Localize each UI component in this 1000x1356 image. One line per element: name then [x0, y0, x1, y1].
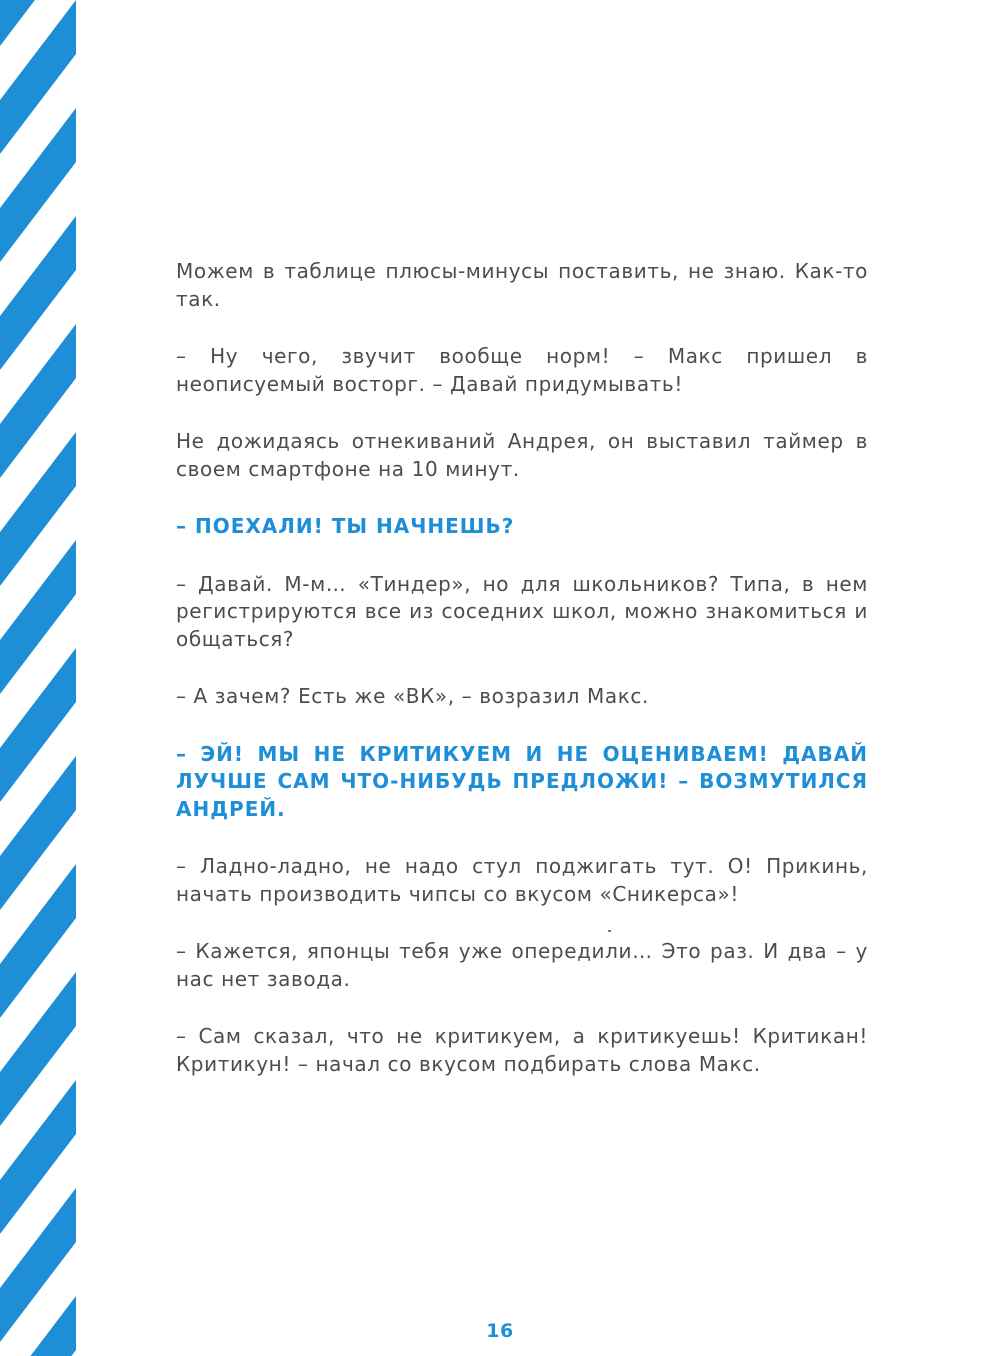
paragraph: – А зачем? Есть же «ВК», – возразил Макс. — [176, 684, 649, 708]
paragraph: – Сам сказал, что не критикуем, а критикуешь! Критикан! Критикун! – начал со вкусом подбирать слова Макс. — [176, 1024, 868, 1076]
page-number: 16 — [486, 1320, 514, 1342]
print-speck — [608, 930, 611, 932]
decorative-stripe-band — [0, 0, 76, 1356]
paragraph: – Ну чего, звучит вообще норм! – Макс пришел в неописуемый восторг. – Давай придумывать! — [176, 344, 868, 396]
emphasized-line: – ЭЙ! МЫ НЕ КРИТИКУЕМ И НЕ ОЦЕНИВАЕМ! ДАВАЙ ЛУЧШЕ САМ ЧТО-НИБУДЬ ПРЕДЛОЖИ! – ВОЗМУТИЛСЯ АНДРЕЙ. — [176, 741, 868, 821]
text-body — [176, 258, 868, 1108]
diagonal-stripes — [0, 0, 76, 1356]
paragraph: Не дожидаясь отнекиваний Андрея, он выставил таймер в своем смартфоне на 10 минут. — [176, 429, 868, 481]
emphasized-line: – ПОЕХАЛИ! ТЫ НАЧНЕШЬ? — [176, 514, 515, 538]
paragraph: Можем в таблице плюсы-минусы поставить, не знаю. Как-то так. — [176, 259, 868, 311]
paragraph: – Давай. М-м… «Тиндер», но для школьников? Типа, в нем регистрируются все из соседних школ, можно знакомиться и общаться? — [176, 571, 868, 651]
paragraph: – Ладно-ладно, не надо стул поджигать тут. О! Прикинь, начать производить чипсы со вкусом «Сникерса»! — [176, 854, 868, 906]
paragraph: – Кажется, японцы тебя уже опередили… Это раз. И два – у нас нет завода. — [176, 939, 868, 991]
